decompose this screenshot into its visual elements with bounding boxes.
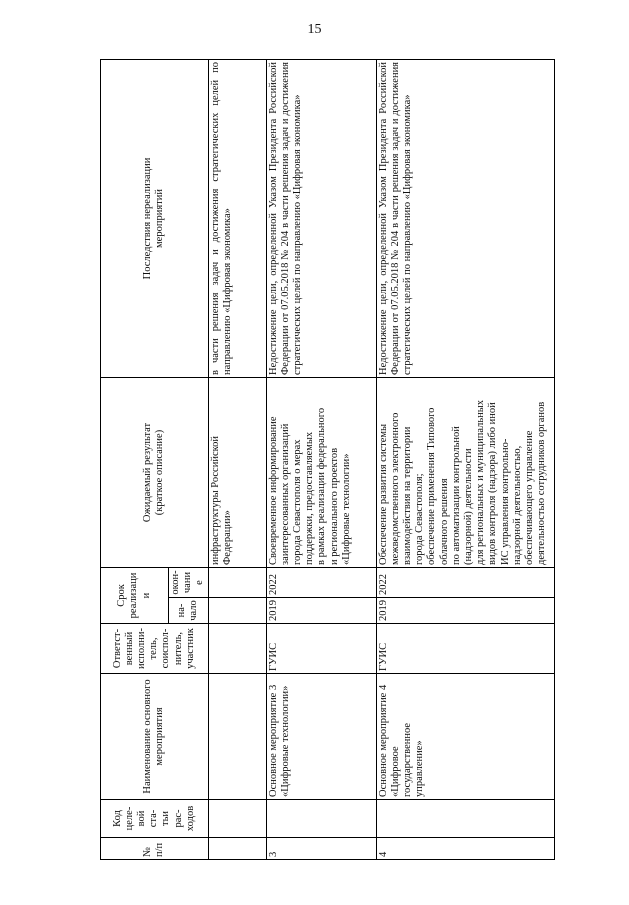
header-consequences: Последствия нереализации мероприятий	[101, 59, 209, 377]
cell-num: 3	[266, 838, 376, 860]
cell-name	[208, 674, 266, 800]
cell-end	[208, 567, 266, 597]
cell-consequences: в части решения задач и достижения стратегических целей по направлению «Цифровая экономика»	[208, 59, 266, 377]
rotated-table-container	[100, 60, 552, 860]
cell-code	[208, 800, 266, 838]
header-responsible: Ответст- венный исполни- тель, соиспол- нитель, участник	[101, 624, 209, 674]
table-row	[266, 59, 376, 859]
header-num: № п/п	[101, 838, 209, 860]
cell-responsible	[208, 624, 266, 674]
table-row	[208, 59, 266, 859]
page-number: 15	[307, 22, 322, 37]
cell-consequences: Недостижение цели, определенной Указом Президента Российской Федерации от 07.05.2018 № 204 в части решения задач и достижения стратегических целей по направлению «Цифровая экономика»	[266, 59, 376, 377]
cell-code	[266, 800, 376, 838]
cell-name: Основное мероприятие 3 «Цифровые технологии»	[266, 674, 376, 800]
table-row	[376, 59, 554, 859]
cell-responsible: ГУИС	[266, 624, 376, 674]
cell-start: 2019	[376, 598, 554, 624]
cell-end: 2022	[266, 567, 376, 597]
cell-result: Своевременное информирование заинтересованных организаций города Севастополя о мерах поддержки, предоставляемых в рамках реализации федерального и регионального проектов «Цифровые технологии»	[266, 377, 376, 567]
measures-table	[100, 59, 555, 860]
cell-code	[376, 800, 554, 838]
cell-end: 2022	[376, 567, 554, 597]
cell-num: 4	[376, 838, 554, 860]
cell-responsible: ГУИС	[376, 624, 554, 674]
cell-result: Обеспечение развития системы межведомственного электронного взаимодействия на территории города Севастополя; обеспечение применения Типового облачного решения по автоматизации контрольной (надзорной) деятельности для региональных и муниципальных видов контроля (надзора) либо иной ИС управления контрольно- надзорной деятельностью, обеспечивающего управление деятельностью сотрудников органов	[376, 377, 554, 567]
table-header-row	[101, 59, 169, 859]
cell-name: Основное мероприятие 4 «Цифровое государственное управление»	[376, 674, 554, 800]
cell-start: 2019	[266, 598, 376, 624]
header-period: Срок реализации	[101, 567, 169, 623]
header-end: окон- чание	[169, 567, 209, 597]
cell-consequences: Недостижение цели, определенной Указом Президента Российской Федерации от 07.05.2018 № 204 в части решения задач и достижения стратегических целей по направлению «Цифровая экономика»	[376, 59, 554, 377]
header-result: Ожидаемый результат (краткое описание)	[101, 377, 209, 567]
cell-num	[208, 838, 266, 860]
cell-start	[208, 598, 266, 624]
header-name: Наименование основного мероприятия	[101, 674, 209, 800]
cell-result: инфраструктуры Российской Федерации»	[208, 377, 266, 567]
header-start: на- чало	[169, 598, 209, 624]
header-code: Код целе- вой ста- тьи рас- ходов	[101, 800, 209, 838]
